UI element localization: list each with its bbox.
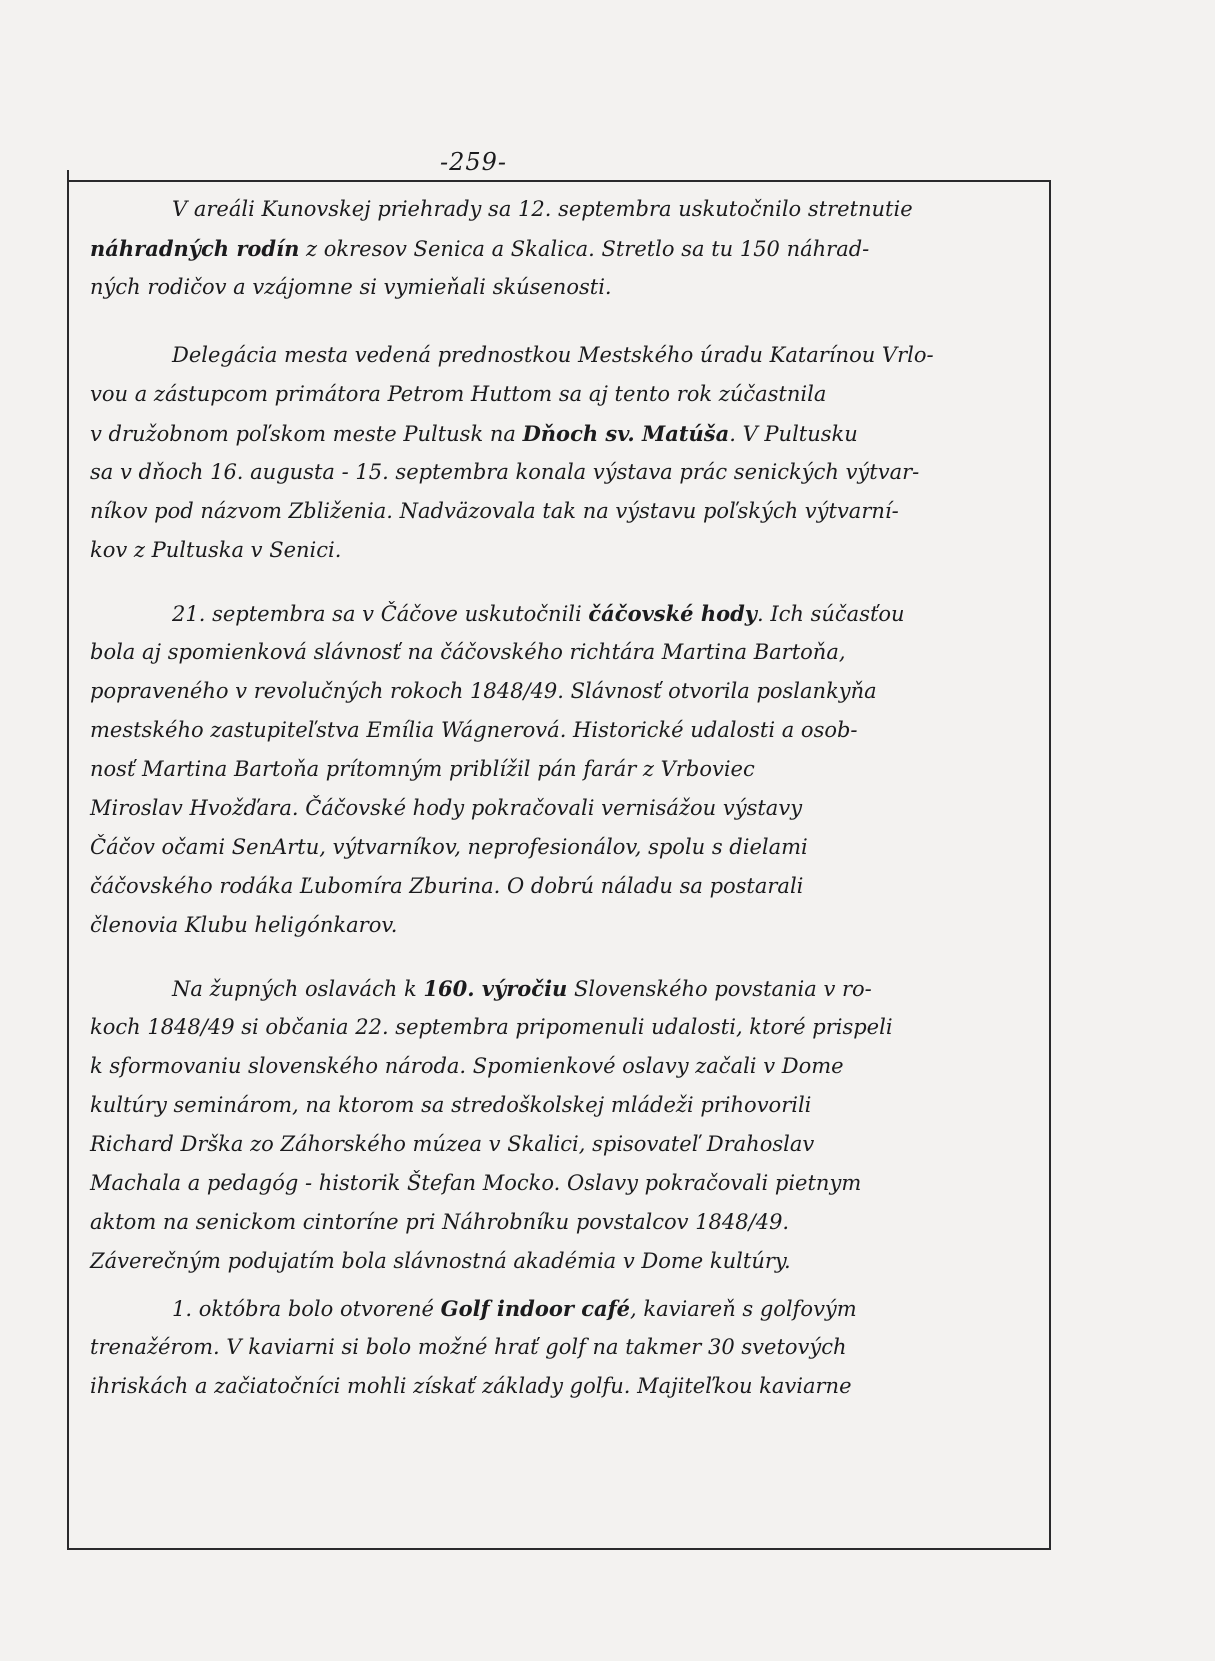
text-line bbox=[90, 1289, 1040, 1328]
text-segment: vou a zástupcom primátora Petrom Huttom sa aj tento rok zúčastnila bbox=[90, 382, 827, 406]
text-line bbox=[90, 1008, 1040, 1047]
text-segment: 1. októbra bolo otvorené bbox=[172, 1297, 441, 1321]
text-segment: sa v dňoch 16. augusta - 15. septembra konala výstava prác senických výtvar- bbox=[90, 460, 920, 484]
paragraph bbox=[90, 1289, 1040, 1406]
paragraph-gap bbox=[90, 307, 1040, 336]
text-segment: členovia Klubu heligónkarov. bbox=[90, 913, 398, 937]
text-segment: koch 1848/49 si občania 22. septembra pripomenuli udalosti, ktoré prispeli bbox=[90, 1015, 893, 1039]
text-line bbox=[90, 711, 1040, 750]
text-line bbox=[90, 969, 1040, 1008]
text-segment: Na župných oslavách k bbox=[172, 977, 424, 1001]
text-line bbox=[90, 867, 1040, 906]
text-segment: Čáčov očami SenArtu, výtvarníkov, neprofesionálov, spolu s dielami bbox=[90, 835, 808, 859]
text-line bbox=[90, 1367, 1040, 1406]
text-line bbox=[90, 1242, 1040, 1281]
text-segment: ných rodičov a vzájomne si vymieňali skúsenosti. bbox=[90, 275, 612, 299]
text-line bbox=[90, 1164, 1040, 1203]
paragraph-gap bbox=[90, 1281, 1040, 1289]
emphasized-text: čáčovské hody bbox=[588, 601, 757, 626]
emphasized-text: Dňoch sv. Matúša bbox=[522, 421, 730, 446]
text-line bbox=[90, 453, 1040, 492]
emphasized-text: 160. výročiu bbox=[423, 976, 568, 1001]
text-segment: nosť Martina Bartoňa prítomným priblížil pán farár z Vrboviec bbox=[90, 757, 755, 781]
text-segment: Záverečným podujatím bola slávnostná akadémia v Dome kultúry. bbox=[90, 1249, 791, 1273]
text-segment: Richard Drška zo Záhorského múzea v Skalici, spisovateľ Drahoslav bbox=[90, 1132, 815, 1156]
emphasized-text: Golf indoor café bbox=[440, 1296, 631, 1321]
text-line bbox=[90, 375, 1040, 414]
text-segment: čáčovského rodáka Ľubomíra Zburina. O dobrú náladu sa postarali bbox=[90, 874, 804, 898]
emphasized-text: náhradných rodín bbox=[90, 236, 300, 261]
text-segment: Miroslav Hvožďara. Čáčovské hody pokračovali vernisážou výstavy bbox=[90, 796, 803, 820]
text-line bbox=[90, 336, 1040, 375]
text-segment: . V Pultusku bbox=[729, 422, 858, 446]
text-line bbox=[90, 190, 1040, 229]
text-segment: Machala a pedagóg - historik Štefan Mocko. Oslavy pokračovali pietnym bbox=[90, 1171, 862, 1195]
paragraph bbox=[90, 190, 1040, 307]
text-segment: , kaviareň s golfovým bbox=[630, 1297, 857, 1321]
text-line bbox=[90, 789, 1040, 828]
paragraph-gap bbox=[90, 570, 1040, 594]
text-line bbox=[90, 268, 1040, 307]
text-segment: Slovenského povstania v ro- bbox=[567, 977, 872, 1001]
text-segment: k sformovaniu slovenského národa. Spomienkové oslavy začali v Dome bbox=[90, 1054, 844, 1078]
paragraph bbox=[90, 594, 1040, 945]
text-line bbox=[90, 1047, 1040, 1086]
text-line bbox=[90, 1086, 1040, 1125]
text-segment: níkov pod názvom Zbliženia. Nadväzovala tak na výstavu poľských výtvarní- bbox=[90, 499, 899, 523]
text-segment: V areáli Kunovskej priehrady sa 12. septembra uskutočnilo stretnutie bbox=[172, 197, 913, 221]
text-segment: . Ich súčasťou bbox=[757, 602, 905, 626]
text-segment: bola aj spomienková slávnosť na čáčovského richtára Martina Bartoňa, bbox=[90, 640, 846, 664]
text-segment: kov z Pultuska v Senici. bbox=[90, 538, 342, 562]
text-line bbox=[90, 750, 1040, 789]
text-line bbox=[90, 229, 1040, 268]
handwritten-text bbox=[90, 190, 1040, 1406]
text-line bbox=[90, 492, 1040, 531]
text-segment: kultúry seminárom, na ktorom sa stredoškolskej mládeži prihovorili bbox=[90, 1093, 812, 1117]
text-line bbox=[90, 828, 1040, 867]
paragraph-gap bbox=[90, 945, 1040, 969]
paragraph bbox=[90, 969, 1040, 1281]
text-line bbox=[90, 1125, 1040, 1164]
frame-tick bbox=[67, 170, 69, 180]
text-segment: Delegácia mesta vedená prednostkou Mestského úradu Katarínou Vrlo- bbox=[172, 343, 934, 367]
text-segment: ihriskách a začiatočníci mohli získať základy golfu. Majiteľkou kaviarne bbox=[90, 1374, 852, 1398]
text-segment: popraveného v revolučných rokoch 1848/49. Slávnosť otvorila poslankyňa bbox=[90, 679, 877, 703]
text-line bbox=[90, 1203, 1040, 1242]
text-segment: mestského zastupiteľstva Emília Wágnerová. Historické udalosti a osob- bbox=[90, 718, 858, 742]
text-line bbox=[90, 906, 1040, 945]
text-line bbox=[90, 672, 1040, 711]
page-number: -259- bbox=[440, 148, 508, 176]
text-segment: v družobnom poľskom meste Pultusk na bbox=[90, 422, 523, 446]
text-segment: 21. septembra sa v Čáčove uskutočnili bbox=[172, 602, 589, 626]
text-segment: aktom na senickom cintoríne pri Náhrobníku povstalcov 1848/49. bbox=[90, 1210, 790, 1234]
text-line bbox=[90, 1328, 1040, 1367]
text-line bbox=[90, 594, 1040, 633]
text-segment: trenažérom. V kaviarni si bolo možné hrať golf na takmer 30 svetových bbox=[90, 1335, 847, 1359]
text-line bbox=[90, 414, 1040, 453]
text-segment: z okresov Senica a Skalica. Stretlo sa tu 150 náhrad- bbox=[299, 237, 870, 261]
text-line bbox=[90, 633, 1040, 672]
paragraph bbox=[90, 336, 1040, 570]
text-line bbox=[90, 531, 1040, 570]
